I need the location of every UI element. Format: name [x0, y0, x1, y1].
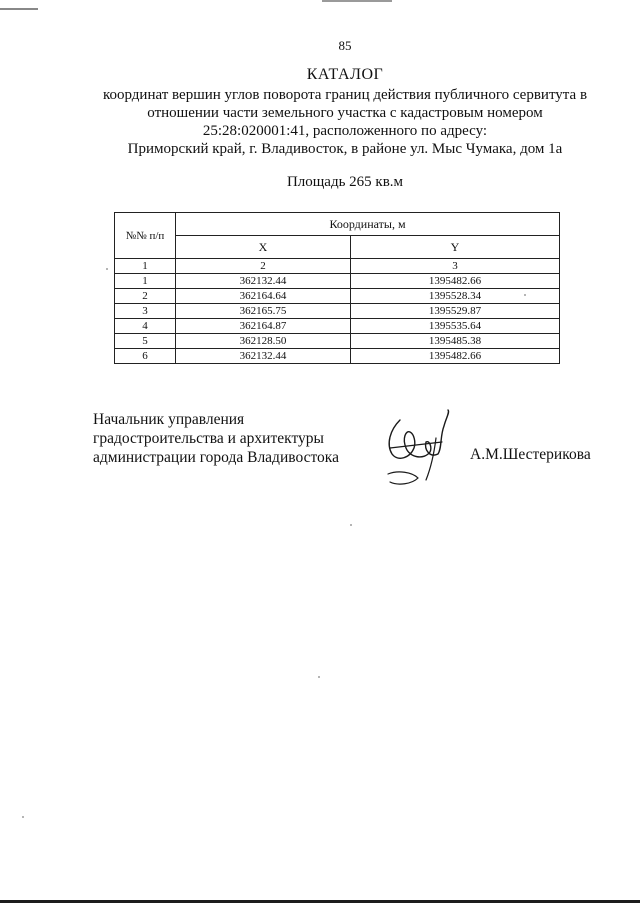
heading-line-3: 25:28:020001:41, расположенного по адресу:: [202, 123, 488, 139]
coordinate-x: 362132.44: [176, 349, 351, 364]
handwritten-signature: [384, 408, 462, 492]
point-number: 2: [115, 289, 176, 304]
index-cell: 1: [115, 259, 176, 274]
signatory-block: [93, 410, 339, 467]
table-row: [115, 274, 560, 289]
heading-line-2: отношении части земельного участка с кадастровым номером: [147, 105, 543, 121]
table-row: [115, 334, 560, 349]
scan-artifact-top: [322, 0, 392, 2]
header-y: Y: [351, 236, 560, 259]
signer-name: А.М.Шестерикова: [470, 446, 591, 463]
coordinate-y: 1395529.87: [351, 304, 560, 319]
table-row: [115, 289, 560, 304]
coordinate-x: 362128.50: [176, 334, 351, 349]
scan-artifact-left: [0, 0, 38, 10]
coordinate-x: 362165.75: [176, 304, 351, 319]
coordinate-x: 362132.44: [176, 274, 351, 289]
coordinate-x: 362164.64: [176, 289, 351, 304]
coordinate-y: 1395482.66: [351, 274, 560, 289]
area-label: Площадь 265 кв.м: [286, 174, 404, 190]
table-row: [115, 349, 560, 364]
coordinate-y: 1395482.66: [351, 349, 560, 364]
coordinate-y: 1395485.38: [351, 334, 560, 349]
point-number: 4: [115, 319, 176, 334]
table-header-row: [115, 213, 560, 236]
table-row: [115, 304, 560, 319]
scan-speck: [350, 524, 352, 526]
document-heading: [40, 64, 640, 158]
point-number: 5: [115, 334, 176, 349]
signatory-line-1: Начальник управления: [93, 411, 245, 428]
point-number: 6: [115, 349, 176, 364]
point-number: 1: [115, 274, 176, 289]
scan-speck: [524, 294, 526, 296]
scan-speck: [106, 268, 108, 270]
table-index-row: [115, 259, 560, 274]
table-axis-row: [115, 236, 560, 259]
heading-line-4: Приморский край, г. Владивосток, в районе ул. Мыс Чумака, дом 1а: [127, 141, 563, 157]
coordinate-y: 1395535.64: [351, 319, 560, 334]
catalog-title: КАТАЛОГ: [306, 66, 384, 83]
signatory-line-2: градостроительства и архитектуры: [93, 430, 324, 447]
coordinates-table: [114, 212, 560, 364]
header-number: №№ п/п: [115, 213, 176, 259]
scan-artifact-bottom: [0, 900, 640, 903]
signatory-line-3: администрации города Владивостока: [93, 449, 339, 466]
point-number: 3: [115, 304, 176, 319]
header-x: X: [176, 236, 351, 259]
header-coordinates: Координаты, м: [176, 213, 560, 236]
index-cell: 2: [176, 259, 351, 274]
coordinate-y: 1395528.34: [351, 289, 560, 304]
index-cell: 3: [351, 259, 560, 274]
scan-speck: [318, 676, 320, 678]
heading-line-1: координат вершин углов поворота границ действия публичного сервитута в: [102, 87, 588, 103]
scan-speck: [22, 816, 24, 818]
page-number: 85: [338, 38, 352, 53]
table-row: [115, 319, 560, 334]
coordinate-x: 362164.87: [176, 319, 351, 334]
